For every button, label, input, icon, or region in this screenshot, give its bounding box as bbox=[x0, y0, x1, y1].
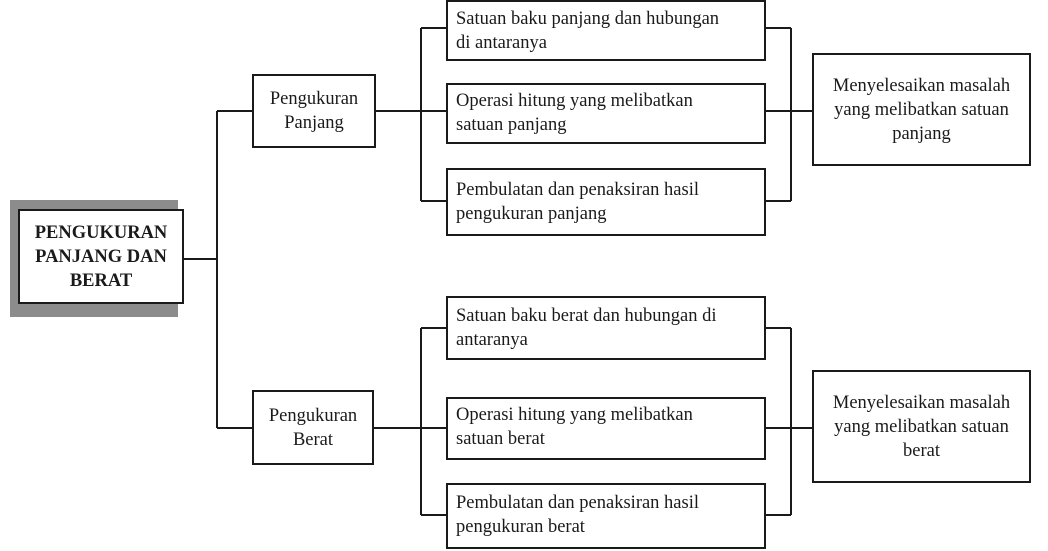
topic-line: Operasi hitung yang melibatkan bbox=[456, 405, 693, 425]
outcome-line: berat bbox=[903, 440, 940, 461]
topic-line: pengukuran berat bbox=[456, 517, 585, 537]
topic-line: Pembulatan dan penaksiran hasil bbox=[456, 493, 700, 513]
topic-node-berat-2 bbox=[446, 397, 766, 460]
branch-title-line: Pengukuran bbox=[268, 405, 358, 426]
topic-node-panjang-1 bbox=[446, 0, 766, 61]
branch-title-line: Berat bbox=[292, 429, 334, 450]
outcome-line: Menyelesaikan masalah bbox=[832, 392, 1011, 413]
outcome-node-berat bbox=[812, 370, 1031, 483]
branch-node-berat bbox=[252, 390, 374, 465]
topic-node-panjang-2 bbox=[446, 83, 766, 144]
topic-line: Satuan baku berat dan hubungan di bbox=[456, 306, 717, 326]
root-line: PANJANG DAN bbox=[35, 246, 167, 267]
outcome-node-panjang bbox=[812, 53, 1031, 166]
topic-line: Operasi hitung yang melibatkan bbox=[456, 91, 693, 111]
topic-line: Pembulatan dan penaksiran hasil bbox=[456, 180, 700, 200]
topic-line: antaranya bbox=[456, 330, 528, 350]
topic-line: Satuan baku panjang dan hubungan bbox=[456, 9, 720, 29]
root-node bbox=[18, 209, 184, 304]
outcome-line: panjang bbox=[892, 123, 951, 144]
outcome-line: yang melibatkan satuan bbox=[834, 99, 1009, 120]
root-line: PENGUKURAN bbox=[34, 222, 168, 243]
branch-title-line: Panjang bbox=[284, 113, 344, 133]
topic-line: satuan panjang bbox=[456, 115, 567, 135]
root-line: BERAT bbox=[69, 270, 133, 291]
outcome-line: yang melibatkan satuan bbox=[834, 416, 1009, 437]
outcome-line: Menyelesaikan masalah bbox=[832, 75, 1011, 96]
topic-node-panjang-3 bbox=[446, 168, 766, 236]
topic-line: di antaranya bbox=[456, 33, 547, 53]
topic-line: satuan berat bbox=[456, 429, 545, 449]
branch-title-line: Pengukuran bbox=[269, 89, 359, 109]
branch-node-panjang bbox=[252, 74, 376, 148]
topic-line: pengukuran panjang bbox=[456, 204, 607, 224]
topic-node-berat-1 bbox=[446, 296, 766, 360]
topic-node-berat-3 bbox=[446, 483, 766, 549]
